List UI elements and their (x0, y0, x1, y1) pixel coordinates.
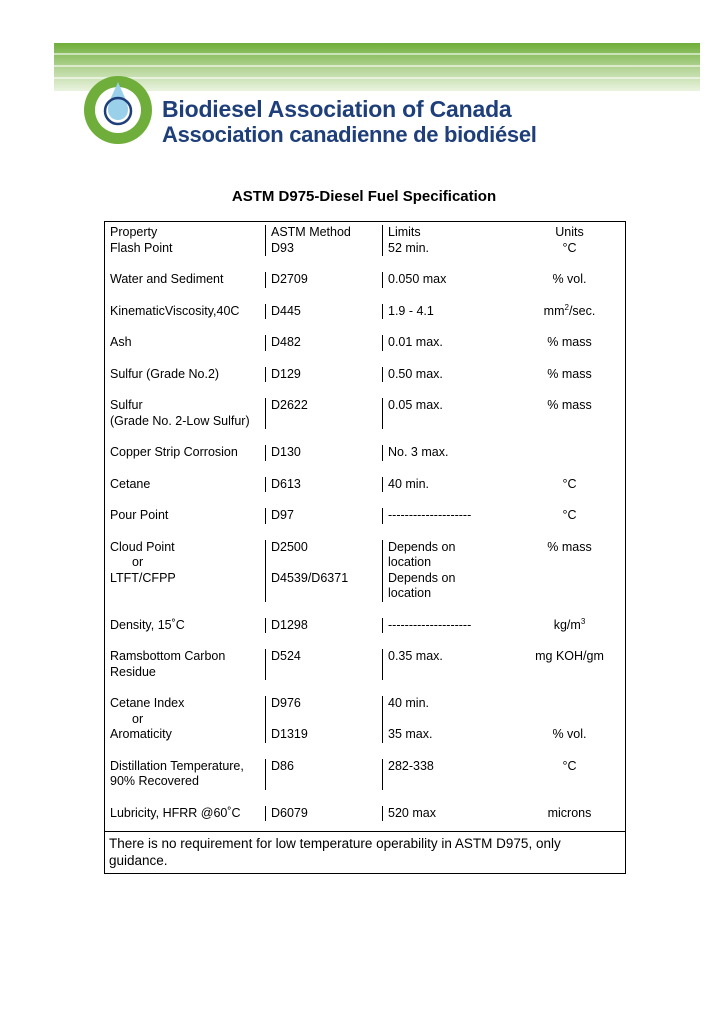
column-header-units: Units (555, 225, 584, 239)
limit-value: 52 min. (388, 240, 429, 255)
table-header-row (105, 222, 625, 241)
unit-value: microns (547, 805, 592, 820)
table-row (105, 445, 625, 477)
property-name-detail: (Grade No. 2-Low Sulfur) (110, 413, 250, 428)
property-name-alt: Aromaticity (110, 727, 172, 741)
property-name: Flash Point (110, 240, 173, 255)
table-row (105, 272, 625, 304)
limit-value: 0.05 max. (388, 398, 443, 412)
alternative-or-label: or (132, 555, 144, 569)
limit-value: 1.9 - 4.1 (388, 303, 434, 318)
organization-name (162, 96, 537, 148)
limit-value-alt: Depends on (388, 570, 456, 585)
astm-method: D129 (271, 366, 301, 381)
table-row (105, 806, 625, 832)
limit-value: 0.050 max (388, 272, 447, 286)
unit-value: % mass (547, 539, 592, 554)
table-row (105, 618, 625, 650)
table-row (105, 241, 625, 273)
table-row (105, 508, 625, 540)
unit-value: % mass (547, 398, 592, 412)
unit-value: mg KOH/gm (535, 649, 604, 663)
column-header-method: ASTM Method (266, 225, 383, 241)
table-row (105, 477, 625, 509)
limit-value: 0.35 max. (388, 649, 443, 663)
limit-value: 40 min. (388, 476, 429, 491)
property-name-detail: Residue (110, 664, 156, 679)
astm-method: D1298 (271, 617, 308, 632)
property-name: Cetane (110, 476, 151, 491)
limit-value: 0.50 max. (388, 366, 443, 381)
unit-value: $mm^2/\sec$. (543, 302, 596, 318)
alternative-or-label: or (132, 711, 144, 726)
limit-value: 40 min. (388, 696, 429, 710)
limit-value: 0.01 max. (388, 335, 443, 349)
property-name: Density, 15˚C (110, 617, 185, 632)
astm-method: D482 (271, 335, 301, 349)
org-name-en: Biodiesel Association of Canada (162, 96, 512, 122)
table-row (105, 540, 625, 618)
property-name: Sulfur (Grade No.2) (110, 366, 220, 381)
unit-value: °C (562, 508, 577, 522)
limit-value: Depends on (388, 539, 456, 554)
property-name-alt: LTFT/CFPP (110, 570, 176, 585)
property-name-detail: 90% Recovered (110, 774, 199, 788)
unit-value: % vol. (552, 272, 587, 286)
unit-value: °C (562, 758, 577, 773)
limit-value-detail: location (388, 555, 432, 569)
astm-method: D2709 (271, 272, 308, 286)
astm-method-alt: D4539/D6371 (271, 570, 349, 585)
property-name: Copper Strip Corrosion (110, 445, 238, 459)
unit-value: °C (562, 476, 577, 491)
astm-method: D130 (271, 445, 301, 459)
limit-value: -------------------- (388, 617, 472, 632)
limit-value: -------------------- (388, 508, 472, 522)
astm-method: D2500 (271, 539, 308, 554)
property-name: Water and Sediment (110, 272, 224, 286)
column-header-limits: Limits (388, 225, 421, 239)
biodiesel-drop-logo-icon (80, 72, 156, 148)
property-name: Sulfur (110, 398, 143, 412)
unit-value: °C (562, 240, 577, 255)
astm-method: D613 (271, 476, 301, 491)
table-row (105, 304, 625, 336)
astm-method: D97 (271, 508, 294, 522)
astm-method: D976 (271, 696, 301, 710)
table-row (105, 696, 625, 759)
limit-value: No. 3 max. (388, 445, 449, 459)
property-name: KinematicViscosity,40C (110, 303, 240, 318)
unit-value: % mass (547, 366, 592, 381)
property-name: Ash (110, 335, 132, 349)
specification-table (104, 221, 626, 874)
table-row (105, 759, 625, 806)
document-title: ASTM D975-Diesel Fuel Specification (231, 188, 497, 205)
table-footnote: There is no requirement for low temperature operability in ASTM D975, only guidance. (105, 831, 625, 873)
limit-value-alt: 35 max. (388, 727, 433, 741)
astm-method: D6079 (271, 805, 308, 820)
table-row (105, 649, 625, 696)
astm-method: D86 (271, 758, 294, 773)
unit-value: % mass (547, 335, 592, 349)
limit-value-alt-detail: location (388, 586, 432, 600)
limit-value: 520 max (388, 805, 436, 820)
property-name: Ramsbottom Carbon (110, 649, 226, 663)
unit-value: $kg/m^3$ (553, 616, 586, 632)
astm-method: D445 (271, 303, 301, 318)
limit-value: 282-338 (388, 758, 434, 773)
unit-value-alt: % vol. (552, 727, 587, 741)
property-name: Distillation Temperature, (110, 758, 244, 773)
property-name: Lubricity, HFRR @60˚C (110, 805, 241, 820)
table-row (105, 335, 625, 367)
column-header-property: Property (105, 225, 266, 241)
table-row (105, 398, 625, 445)
astm-method: D2622 (271, 398, 308, 412)
property-name: Cetane Index (110, 696, 185, 710)
table-row (105, 367, 625, 399)
astm-method-alt: D1319 (271, 727, 308, 741)
property-name: Pour Point (110, 508, 169, 522)
org-name-fr: Association canadienne de biodiésel (162, 122, 537, 147)
property-name: Cloud Point (110, 539, 175, 554)
astm-method: D93 (271, 240, 294, 255)
astm-method: D524 (271, 649, 301, 663)
